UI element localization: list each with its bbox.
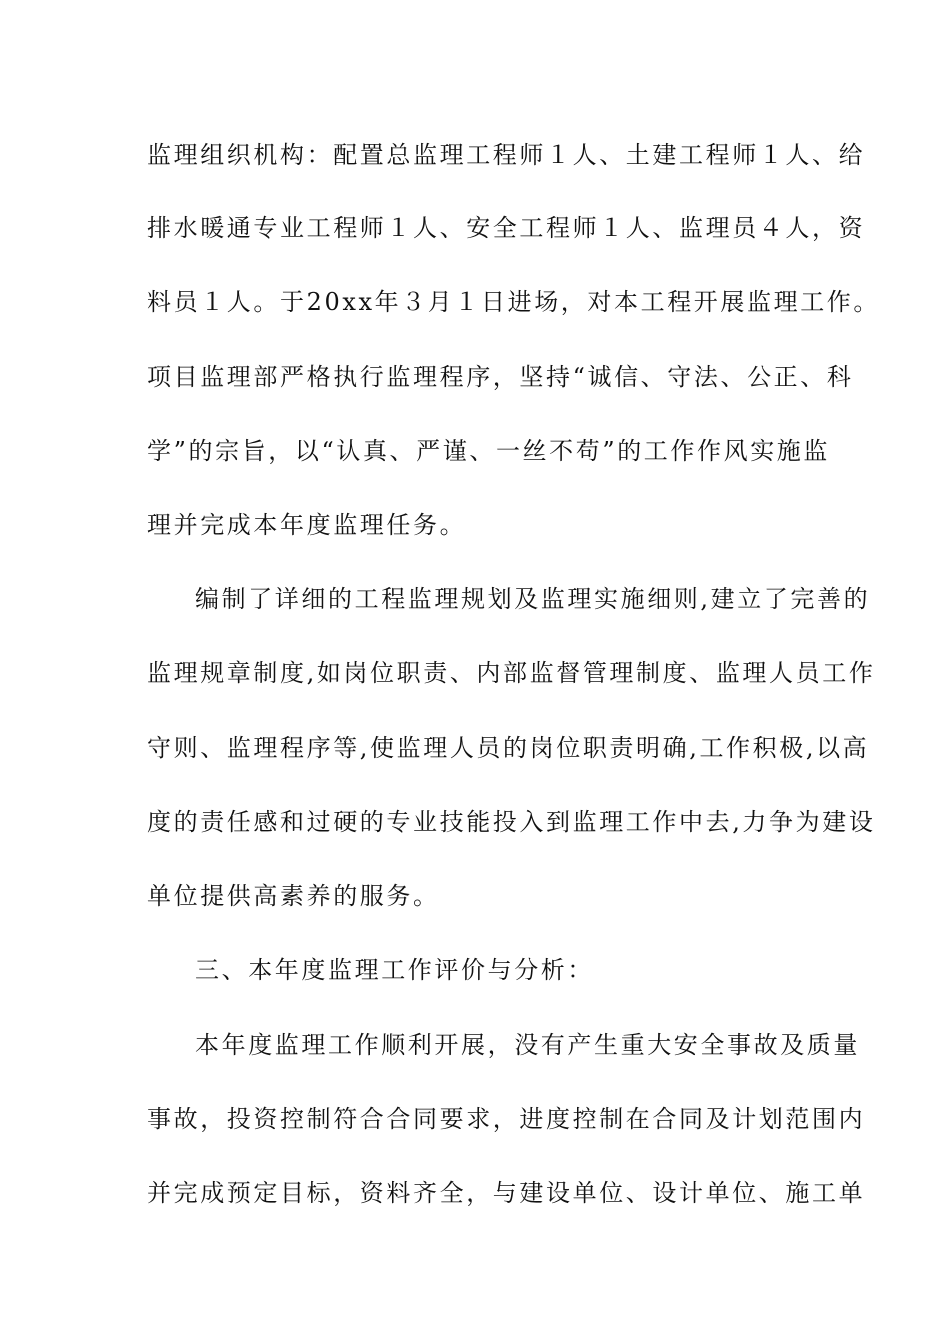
text-line: 理并完成本年度监理任务。 xyxy=(147,511,467,539)
text-line: 事故，投资控制符合合同要求，进度控制在合同及计划范围内 xyxy=(147,1105,866,1133)
text-line: 监理规章制度,如岗位职责、内部监督管理制度、监理人员工作 xyxy=(147,659,876,687)
text-line: 项目监理部严格执行监理程序，坚持“诚信、守法、公正、科 xyxy=(147,363,854,391)
text-line: 单位提供高素养的服务。 xyxy=(147,882,440,910)
text-line: 学”的宗旨，以“认真、严谨、一丝不苟”的工作作风实施监 xyxy=(147,437,831,465)
text-line: 本年度监理工作顺利开展，没有产生重大安全事故及质量 xyxy=(195,1031,860,1059)
text-line: 料员１人。于20xx年３月１日进场，对本工程开展监理工作。 xyxy=(147,288,881,316)
text-line: 排水暖通专业工程师１人、安全工程师１人、监理员４人，资 xyxy=(147,214,866,242)
text-line: 监理组织机构：配置总监理工程师１人、土建工程师１人、给 xyxy=(147,141,866,169)
text-line: 编制了详细的工程监理规划及监理实施细则,建立了完善的 xyxy=(195,585,871,613)
text-line: 并完成预定目标，资料齐全，与建设单位、设计单位、施工单 xyxy=(147,1179,866,1207)
text-line: 守则、监理程序等,使监理人员的岗位职责明确,工作积极,以高 xyxy=(147,734,870,762)
text-line: 度的责任感和过硬的专业技能投入到监理工作中去,力争为建设 xyxy=(147,808,876,836)
section-heading: 三、本年度监理工作评价与分析： xyxy=(195,956,594,984)
